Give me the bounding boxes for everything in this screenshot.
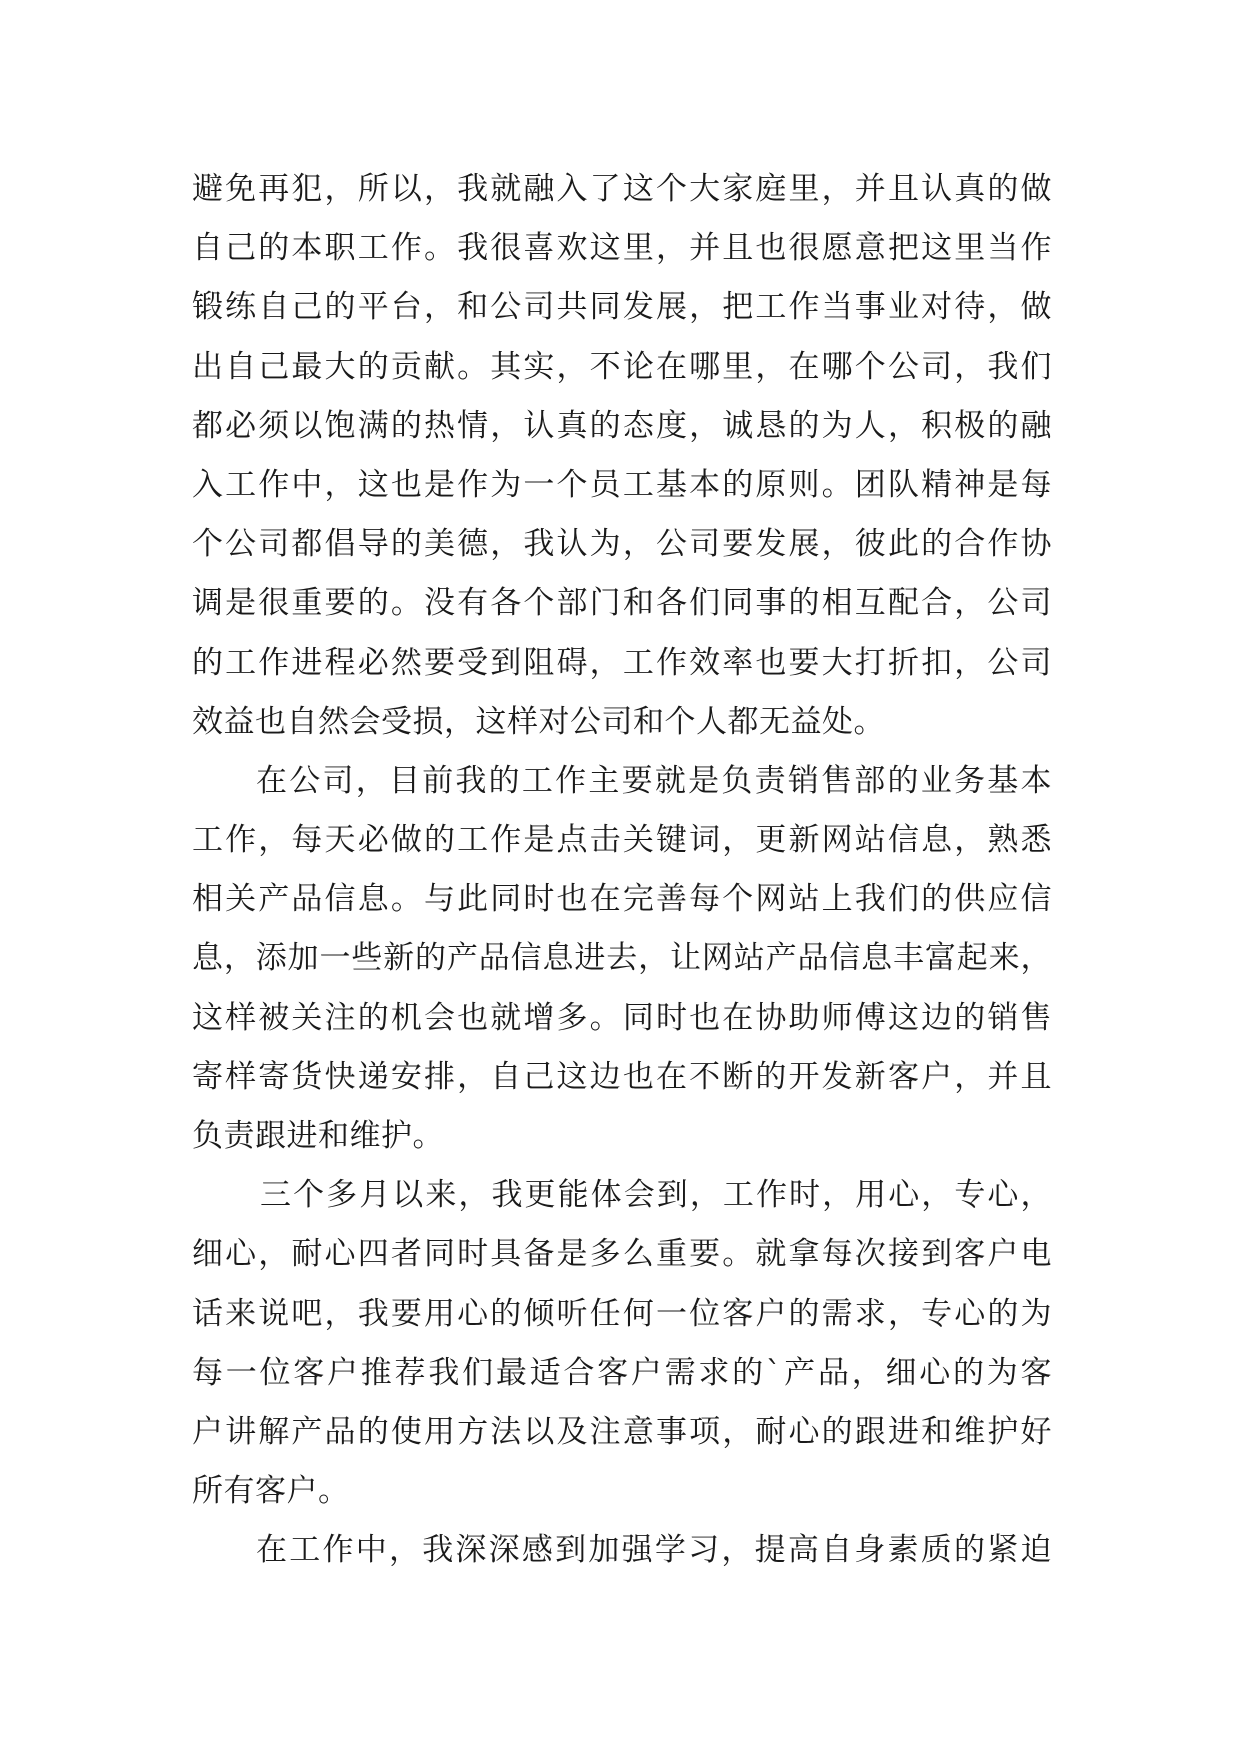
body-text — [192, 160, 1052, 1581]
text-line: 话来说吧，我要用心的倾听任何一位客户的需求，专心的为 — [192, 1295, 1052, 1332]
text-line: 相关产品信息。与此同时也在完善每个网站上我们的供应信 — [192, 881, 1052, 918]
text-line: 这样被关注的机会也就增多。同时也在协助师傅这边的销售 — [192, 999, 1052, 1036]
text-line: 所有客户。 — [192, 1473, 350, 1510]
text-line: 调是很重要的。没有各个部门和各们同事的相互配合，公司 — [192, 585, 1052, 622]
text-line: 负责跟进和维护。 — [192, 1118, 444, 1154]
text-line: 寄样寄货快递安排，自己这边也在不断的开发新客户，并且 — [192, 1058, 1052, 1095]
text-line: 都必须以饱满的热情，认真的态度，诚恳的为人，积极的融 — [192, 407, 1052, 444]
text-line: 的工作进程必然要受到阻碍，工作效率也要大打折扣，公司 — [192, 644, 1052, 681]
text-line: 锻练自己的平台，和公司共同发展，把工作当事业对待，做 — [192, 289, 1052, 326]
text-line: 避免再犯，所以，我就融入了这个大家庭里，并且认真的做 — [192, 171, 1052, 207]
text-line: 工作，每天必做的工作是点击关键词，更新网站信息，熟悉 — [192, 822, 1052, 859]
text-line: 在工作中，我深深感到加强学习，提高自身素质的紧迫 — [256, 1532, 1052, 1569]
text-line: 个公司都倡导的美德，我认为，公司要发展，彼此的合作协 — [192, 526, 1052, 563]
text-line: 每一位客户推荐我们最适合客户需求的`产品，细心的为客 — [192, 1354, 1052, 1391]
text-line: 户讲解产品的使用方法以及注意事项，耐心的跟进和维护好 — [192, 1413, 1052, 1450]
text-line: 自己的本职工作。我很喜欢这里，并且也很愿意把这里当作 — [192, 230, 1052, 267]
text-line: 细心，耐心四者同时具备是多么重要。就拿每次接到客户电 — [192, 1236, 1052, 1273]
text-line: 息，添加一些新的产品信息进去，让网站产品信息丰富起来， — [192, 940, 1052, 977]
text-line: 三个多月以来，我更能体会到，工作时，用心，专心， — [260, 1177, 1052, 1214]
text-line: 出自己最大的贡献。其实，不论在哪里，在哪个公司，我们 — [192, 348, 1052, 385]
text-line: 入工作中，这也是作为一个员工基本的原则。团队精神是每 — [192, 466, 1052, 503]
text-line: 在公司，目前我的工作主要就是负责销售部的业务基本 — [256, 762, 1052, 799]
text-line: 效益也自然会受损，这样对公司和个人都无益处。 — [192, 703, 885, 740]
